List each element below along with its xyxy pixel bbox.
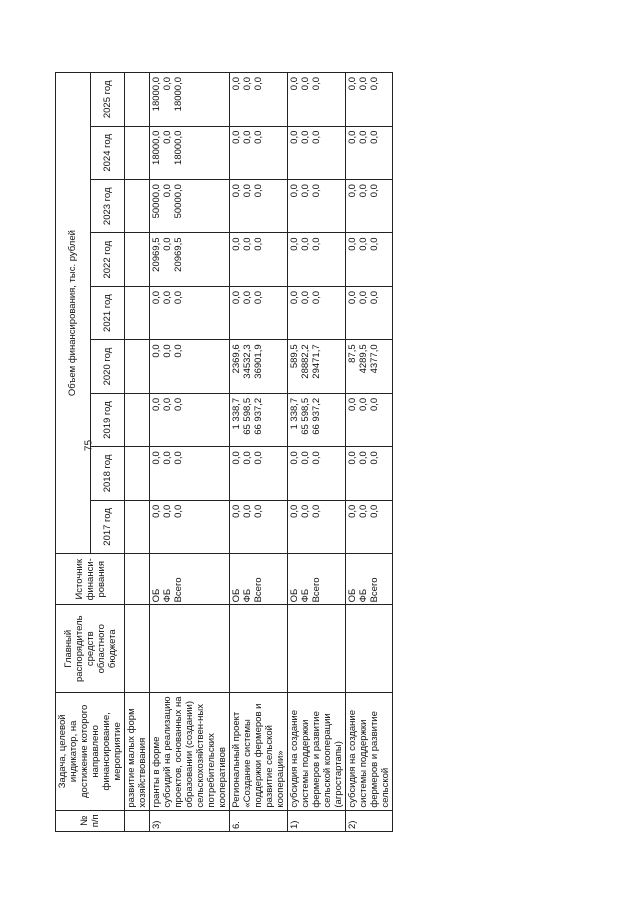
- source-label: Всего: [253, 577, 264, 603]
- header-source: Источник финанси-рования: [56, 554, 125, 605]
- amount-value: 0,0: [347, 130, 358, 144]
- year-value-cell: [125, 286, 150, 339]
- year-value-cell: [125, 73, 150, 127]
- table-row: [150, 73, 230, 832]
- amount-value: 0,0: [242, 504, 253, 518]
- amount-value: 0,0: [151, 397, 162, 412]
- amount-value: 0,0: [151, 504, 162, 518]
- row-task: гранты в форме субсидий на реализацию проектов, основанных на образовании (создании) сельскохозяйствен-ных потребительских кооперативов: [150, 693, 230, 811]
- source-label: Всего: [173, 577, 184, 603]
- header-year: 2017 год: [90, 500, 125, 553]
- amount-value: 0,0: [289, 451, 300, 465]
- source-label: ОБ: [231, 588, 242, 603]
- year-value-cell: [288, 340, 346, 393]
- year-value-cell: [230, 393, 288, 446]
- amount-value: 18000,0: [173, 130, 184, 165]
- amount-value: 66 937,2: [311, 397, 322, 435]
- amount-value: 0,0: [289, 130, 300, 144]
- amount-value: 0,0: [253, 237, 264, 251]
- amount-value: 0,0: [162, 184, 173, 198]
- year-value-cell: [346, 126, 393, 179]
- header-year: 2024 год: [90, 126, 125, 179]
- header-num: № п/п: [56, 810, 125, 831]
- amount-value: 29471,7: [311, 344, 322, 379]
- header-year: 2020 год: [90, 340, 125, 393]
- year-value-cell: [288, 233, 346, 286]
- header-year: 2018 год: [90, 447, 125, 500]
- amount-value: 0,0: [173, 504, 184, 518]
- year-value-cell: [150, 447, 230, 500]
- row-distributor: [125, 605, 150, 693]
- amount-value: 0,0: [289, 290, 300, 305]
- amount-value: 36901,9: [253, 344, 264, 379]
- source-label: ОБ: [289, 588, 300, 603]
- amount-value: 0,0: [289, 504, 300, 518]
- amount-value: 50000,0: [173, 184, 184, 219]
- year-value-cell: [150, 393, 230, 446]
- amount-value: 0,0: [369, 184, 380, 198]
- amount-value: 34532,3: [242, 344, 253, 379]
- year-value-cell: [230, 286, 288, 339]
- year-value-cell: [288, 447, 346, 500]
- year-value-cell: [288, 286, 346, 339]
- amount-value: 0,0: [242, 237, 253, 251]
- amount-value: 0,0: [311, 237, 322, 251]
- row-distributor: [288, 605, 346, 693]
- amount-value: 0,0: [300, 184, 311, 198]
- amount-value: 0,0: [311, 77, 322, 91]
- amount-value: 0,0: [311, 504, 322, 518]
- source-label: ФБ: [358, 588, 369, 603]
- year-value-cell: [150, 340, 230, 393]
- row-sources: [230, 554, 288, 605]
- amount-value: 589,5: [289, 344, 300, 369]
- amount-value: 0,0: [358, 184, 369, 198]
- amount-value: 0,0: [289, 184, 300, 198]
- year-value-cell: [230, 340, 288, 393]
- amount-value: 0,0: [242, 290, 253, 305]
- amount-value: 0,0: [231, 184, 242, 198]
- header-year: 2022 год: [90, 233, 125, 286]
- amount-value: 0,0: [358, 130, 369, 144]
- amount-value: 0,0: [311, 290, 322, 305]
- year-value-cell: [230, 447, 288, 500]
- amount-value: 0,0: [173, 451, 184, 465]
- amount-value: 0,0: [151, 344, 162, 358]
- year-value-cell: [288, 126, 346, 179]
- amount-value: 87,5: [347, 344, 358, 363]
- source-label: ФБ: [300, 588, 311, 603]
- amount-value: 66 937,2: [253, 397, 264, 435]
- amount-value: 0,0: [231, 451, 242, 465]
- year-value-cell: [230, 126, 288, 179]
- year-value-cell: [346, 447, 393, 500]
- amount-value: 0,0: [162, 451, 173, 465]
- amount-value: 20969,5: [173, 237, 184, 272]
- amount-value: 28882,2: [300, 344, 311, 379]
- year-value-cell: [230, 500, 288, 553]
- amount-value: 0,0: [300, 130, 311, 144]
- amount-value: 0,0: [253, 77, 264, 91]
- year-value-cell: [288, 180, 346, 233]
- amount-value: 0,0: [162, 504, 173, 518]
- year-value-cell: [230, 180, 288, 233]
- amount-value: 18000,0: [173, 77, 184, 112]
- financing-table: [55, 72, 393, 832]
- amount-value: 0,0: [242, 184, 253, 198]
- amount-value: 0,0: [311, 451, 322, 465]
- amount-value: 0,0: [358, 397, 369, 412]
- table-row: [125, 73, 150, 832]
- amount-value: 0,0: [162, 290, 173, 305]
- amount-value: 0,0: [369, 237, 380, 251]
- year-value-cell: [150, 73, 230, 127]
- amount-value: 0,0: [253, 290, 264, 305]
- amount-value: 0,0: [173, 344, 184, 358]
- amount-value: 0,0: [369, 504, 380, 518]
- amount-value: 0,0: [162, 130, 173, 144]
- year-value-cell: [125, 180, 150, 233]
- row-num: 6.: [230, 810, 288, 831]
- year-value-cell: [150, 233, 230, 286]
- source-label: Всего: [311, 577, 322, 603]
- amount-value: 0,0: [173, 290, 184, 305]
- amount-value: 0,0: [253, 184, 264, 198]
- header-distributor: Главный распорядитель средств областного бюджета: [56, 605, 125, 693]
- amount-value: 0,0: [358, 77, 369, 91]
- table-body: [125, 73, 393, 832]
- amount-value: 0,0: [369, 290, 380, 305]
- row-task: субсидия на создание системы поддержки фермеров и развитие сельской: [346, 693, 393, 811]
- year-value-cell: [125, 126, 150, 179]
- row-task: Региональный проект «Создание системы поддержки фермеров и развитие сельской кооперации»: [230, 693, 288, 811]
- amount-value: 0,0: [231, 290, 242, 305]
- amount-value: 0,0: [231, 504, 242, 518]
- amount-value: 0,0: [151, 290, 162, 305]
- year-value-cell: [125, 233, 150, 286]
- year-value-cell: [150, 286, 230, 339]
- year-value-cell: [346, 73, 393, 127]
- amount-value: 0,0: [289, 237, 300, 251]
- amount-value: 0,0: [369, 451, 380, 465]
- year-value-cell: [230, 73, 288, 127]
- amount-value: 0,0: [358, 504, 369, 518]
- year-value-cell: [288, 500, 346, 553]
- amount-value: 0,0: [242, 130, 253, 144]
- year-value-cell: [346, 233, 393, 286]
- amount-value: 0,0: [347, 184, 358, 198]
- page-number: 75: [83, 439, 95, 452]
- amount-value: 0,0: [358, 237, 369, 251]
- year-value-cell: [125, 393, 150, 446]
- amount-value: 0,0: [347, 504, 358, 518]
- amount-value: 0,0: [347, 290, 358, 305]
- amount-value: 0,0: [347, 77, 358, 91]
- amount-value: 0,0: [162, 77, 173, 91]
- year-value-cell: [125, 340, 150, 393]
- year-value-cell: [288, 73, 346, 127]
- table-row: [230, 73, 288, 832]
- amount-value: 0,0: [231, 77, 242, 91]
- amount-value: 0,0: [369, 77, 380, 91]
- amount-value: 0,0: [358, 290, 369, 305]
- amount-value: 0,0: [253, 451, 264, 465]
- amount-value: 0,0: [358, 451, 369, 465]
- row-sources: [288, 554, 346, 605]
- year-value-cell: [346, 500, 393, 553]
- amount-value: 4377,0: [369, 344, 380, 374]
- year-value-cell: [346, 180, 393, 233]
- source-label: ОБ: [151, 588, 162, 603]
- amount-value: 0,0: [369, 130, 380, 144]
- amount-value: 0,0: [231, 130, 242, 144]
- year-value-cell: [230, 233, 288, 286]
- row-task: субсидия на создание системы поддержки фермеров и развитие сельской кооперации (агростартапы): [288, 693, 346, 811]
- amount-value: 20969,5: [151, 237, 162, 272]
- amount-value: 50000,0: [151, 184, 162, 219]
- amount-value: 0,0: [300, 77, 311, 91]
- year-value-cell: [125, 447, 150, 500]
- amount-value: 0,0: [253, 130, 264, 144]
- amount-value: 65 598,5: [242, 397, 253, 435]
- amount-value: 0,0: [162, 237, 173, 251]
- amount-value: 0,0: [369, 397, 380, 412]
- amount-value: 65 598,5: [300, 397, 311, 435]
- header-year: 2023 год: [90, 180, 125, 233]
- year-value-cell: [150, 180, 230, 233]
- row-num: 1): [288, 810, 346, 831]
- amount-value: 1 338,7: [289, 397, 300, 430]
- amount-value: 4289,5: [358, 344, 369, 374]
- row-sources: [346, 554, 393, 605]
- row-distributor: [346, 605, 393, 693]
- amount-value: 0,0: [300, 504, 311, 518]
- amount-value: 0,0: [253, 504, 264, 518]
- source-label: Всего: [369, 577, 380, 603]
- amount-value: 0,0: [311, 130, 322, 144]
- row-distributor: [150, 605, 230, 693]
- row-num: [125, 810, 150, 831]
- amount-value: 0,0: [231, 237, 242, 251]
- amount-value: 0,0: [242, 451, 253, 465]
- table-row: [346, 73, 393, 832]
- row-num: 3): [150, 810, 230, 831]
- amount-value: 0,0: [289, 77, 300, 91]
- year-value-cell: [346, 340, 393, 393]
- header-volume: Объем финансирования, тыс. рублей: [56, 73, 91, 554]
- source-label: ФБ: [162, 588, 173, 603]
- amount-value: 0,0: [347, 397, 358, 412]
- row-sources: [150, 554, 230, 605]
- amount-value: 0,0: [162, 344, 173, 358]
- amount-value: 18000,0: [151, 130, 162, 165]
- header-year: 2025 год: [90, 73, 125, 127]
- rotated-table-container: [55, 72, 585, 832]
- amount-value: 0,0: [311, 184, 322, 198]
- year-value-cell: [346, 393, 393, 446]
- header-year: 2019 год: [90, 393, 125, 446]
- year-value-cell: [150, 126, 230, 179]
- year-value-cell: [288, 393, 346, 446]
- amount-value: 18000,0: [151, 77, 162, 112]
- amount-value: 0,0: [162, 397, 173, 412]
- amount-value: 1 338,7: [231, 397, 242, 430]
- amount-value: 0,0: [173, 397, 184, 412]
- amount-value: 0,0: [242, 77, 253, 91]
- row-task: развитие малых форм хозяйствования: [125, 693, 150, 811]
- header-year: 2021 год: [90, 286, 125, 339]
- year-value-cell: [150, 500, 230, 553]
- amount-value: 0,0: [300, 290, 311, 305]
- source-label: ФБ: [242, 588, 253, 603]
- year-value-cell: [346, 286, 393, 339]
- row-distributor: [230, 605, 288, 693]
- year-value-cell: [125, 500, 150, 553]
- row-num: 2): [346, 810, 393, 831]
- amount-value: 2369,6: [231, 344, 242, 374]
- header-task: Задача, целевой индикатор, на достижение которого направлено финансирование, мероприятие: [56, 693, 125, 811]
- amount-value: 0,0: [347, 237, 358, 251]
- row-sources: [125, 554, 150, 605]
- amount-value: 0,0: [300, 451, 311, 465]
- table-row: [288, 73, 346, 832]
- amount-value: 0,0: [300, 237, 311, 251]
- amount-value: 0,0: [151, 451, 162, 465]
- amount-value: 0,0: [347, 451, 358, 465]
- source-label: ОБ: [347, 588, 358, 603]
